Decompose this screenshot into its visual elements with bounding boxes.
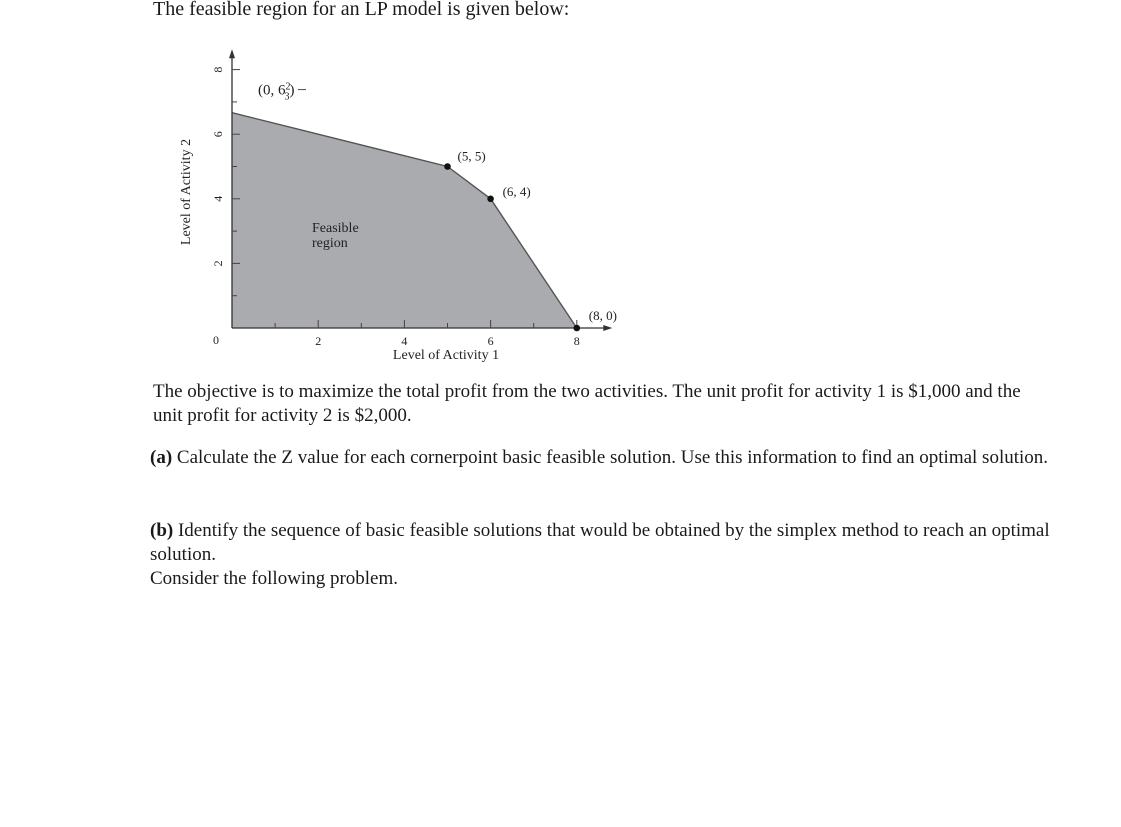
corner-point-marker — [444, 163, 451, 170]
corner-point-label: (6, 4) — [502, 183, 531, 199]
closing-paragraph: Consider the following problem. — [150, 568, 399, 589]
y-tick-label: 4 — [211, 195, 225, 202]
part-b-label: (b) — [150, 520, 174, 541]
corner-point-marker — [574, 325, 581, 332]
x-tick-label: 4 — [401, 334, 408, 348]
part-a-paragraph — [150, 446, 1050, 470]
region-label: Feasible — [312, 221, 359, 236]
origin-label: 0 — [213, 333, 219, 347]
y-tick-label: 6 — [211, 131, 225, 138]
y-axis-title: Level of Activity 2 — [179, 138, 194, 246]
corner-point-marker — [487, 196, 494, 203]
part-b-text: Identify the sequence of basic feasible solutions that would be obtained by the simplex method to reach an optimal solution. — [150, 520, 1050, 565]
x-axis-arrow — [603, 325, 612, 331]
corner-point-label: (0, $6^2$ 3) — [258, 81, 295, 103]
x-axis-title: Level of Activity 1 — [392, 348, 500, 363]
x-tick-label: 8 — [573, 334, 580, 348]
y-tick-label: 2 — [211, 260, 225, 267]
part-a-text: Calculate the Z value for each cornerpoint basic feasible solution. Use this information to find an optimal solution. — [172, 447, 1049, 468]
corner-point-label: (8, 0) — [588, 308, 617, 323]
corner-point-label: (5, 5) — [457, 148, 486, 164]
objective-paragraph: The objective is to maximize the total profit from the two activities. The unit profit for activity 1 is $1,000 and the unit profit for activity 2 is $2,000. — [153, 381, 1021, 426]
y-axis-arrow — [229, 49, 235, 58]
part-a-label: (a) — [150, 447, 173, 468]
y-tick-label: 8 — [211, 66, 225, 73]
x-tick-label: 2 — [315, 334, 322, 348]
intro-text: The feasible region for an LP model is given below: — [153, 0, 570, 20]
part-b-paragraph — [150, 519, 1050, 567]
feasible-region-area — [232, 113, 577, 328]
x-tick-label: 6 — [487, 334, 494, 348]
feasible-region-chart — [0, 0, 1121, 370]
region-label: region — [312, 236, 348, 251]
